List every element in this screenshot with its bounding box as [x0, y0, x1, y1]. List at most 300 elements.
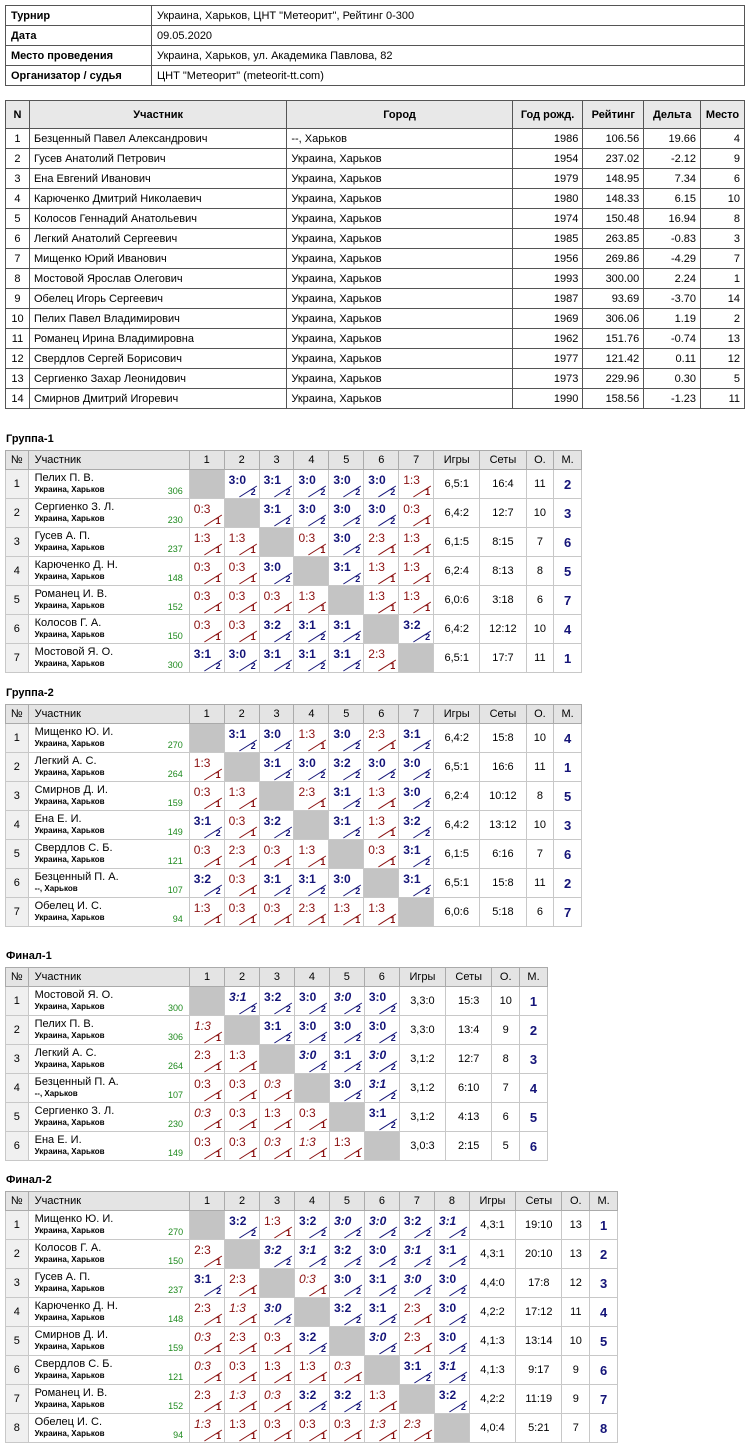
table-cell: 2.24 [644, 269, 701, 289]
match-score[interactable]: 3:1 2 [399, 869, 434, 898]
match-score[interactable]: 3:2 2 [295, 1211, 330, 1240]
place-value: 6 [554, 840, 582, 869]
match-score[interactable]: 0:3 1 [224, 811, 259, 840]
match-score[interactable]: 1:3 1 [259, 1103, 294, 1132]
player-name: Карюченко Д. Н. [34, 559, 118, 571]
player-cell [28, 1103, 189, 1132]
match-score[interactable]: 0:3 1 [260, 1414, 295, 1443]
player-number: 3 [6, 1045, 29, 1074]
match-score[interactable]: 3:2 2 [259, 811, 294, 840]
player-row [6, 1356, 618, 1385]
player-city: Украина, Харьков [34, 1147, 105, 1156]
match-score[interactable]: 3:0 2 [364, 753, 399, 782]
match-score[interactable]: 1:3 1 [225, 1385, 260, 1414]
match-score[interactable]: 3:0 2 [364, 1045, 399, 1074]
match-score[interactable]: 3:0 2 [294, 470, 329, 499]
match-score[interactable]: 3:0 2 [434, 1269, 469, 1298]
match-score[interactable]: 0:3 1 [189, 499, 224, 528]
match-score[interactable]: 0:3 1 [260, 1385, 295, 1414]
player-name: Романец И. В. [34, 1387, 108, 1399]
match-score[interactable]: 3:0 2 [364, 1211, 399, 1240]
column-header: М. [554, 451, 582, 470]
match-score[interactable]: 0:3 1 [364, 840, 399, 869]
match-score[interactable]: 1:3 1 [364, 782, 399, 811]
match-score[interactable]: 3:0 2 [364, 1327, 399, 1356]
player-name: Свердлов С. Б. [34, 1358, 113, 1370]
player-cell [28, 811, 189, 840]
match-score[interactable]: 3:1 2 [364, 1103, 399, 1132]
table-cell: 1987 [512, 289, 583, 309]
player-number: 1 [6, 470, 29, 499]
player-city: Украина, Харьков [34, 485, 105, 494]
match-score[interactable]: 0:3 1 [225, 1074, 260, 1103]
player-city: Украина, Харьков [34, 1226, 105, 1235]
table-cell: Гусев Анатолий Петрович [29, 149, 286, 169]
sets-value: 19:10 [516, 1211, 562, 1240]
column-header: 6 [364, 1192, 399, 1211]
match-score[interactable]: 3:0 2 [329, 987, 364, 1016]
match-score[interactable]: 1:3 1 [364, 1414, 399, 1443]
column-header: Игры [434, 705, 480, 724]
match-score[interactable]: 3:0 2 [399, 1269, 434, 1298]
match-score[interactable]: 0:3 1 [329, 1414, 364, 1443]
match-score[interactable]: 2:3 1 [190, 1385, 225, 1414]
self-cell [190, 1211, 225, 1240]
column-header: 5 [329, 968, 364, 987]
player-rating: 150 [168, 1256, 184, 1266]
match-score[interactable]: 3:1 2 [399, 724, 434, 753]
match-score[interactable]: 2:3 1 [190, 1240, 225, 1269]
match-score[interactable]: 3:1 2 [294, 869, 329, 898]
player-number: 7 [6, 898, 29, 927]
table-cell: 1962 [512, 329, 583, 349]
match-score[interactable]: 1:3 1 [225, 1298, 260, 1327]
match-score[interactable]: 1:3 1 [399, 586, 434, 615]
match-score[interactable]: 3:1 2 [259, 499, 294, 528]
match-score[interactable]: 1:3 1 [189, 528, 224, 557]
player-number: 3 [6, 528, 29, 557]
player-cell [28, 470, 189, 499]
match-score[interactable]: 1:3 1 [294, 586, 329, 615]
player-city: Украина, Харьков [34, 797, 105, 806]
match-score[interactable]: 3:2 2 [225, 1211, 260, 1240]
player-city: Украина, Харьков [34, 514, 105, 523]
match-score[interactable]: 3:0 2 [259, 724, 294, 753]
match-score[interactable]: 3:1 2 [259, 869, 294, 898]
table-cell: 269.86 [583, 249, 644, 269]
player-rating: 94 [173, 1430, 184, 1440]
match-score[interactable]: 0:3 1 [259, 840, 294, 869]
player-city: Украина, Харьков [34, 855, 105, 864]
match-score[interactable]: 0:3 1 [294, 528, 329, 557]
match-score[interactable]: 3:1 2 [294, 615, 329, 644]
self-cell [259, 1045, 294, 1074]
self-cell [399, 1385, 434, 1414]
match-score[interactable]: 2:3 1 [399, 1327, 434, 1356]
sets-value: 2:15 [446, 1132, 492, 1161]
match-score[interactable]: 0:3 1 [259, 1074, 294, 1103]
match-score[interactable]: 3:1 2 [190, 1269, 225, 1298]
player-cell [28, 1240, 189, 1269]
match-score[interactable]: 0:3 1 [224, 615, 259, 644]
match-score[interactable]: 1:3 1 [189, 898, 224, 927]
match-score[interactable]: 3:1 2 [329, 557, 364, 586]
match-score[interactable]: 3:2 2 [295, 1327, 330, 1356]
match-score[interactable]: 1:3 1 [260, 1211, 295, 1240]
player-rating: 237 [168, 1285, 184, 1295]
column-header: 5 [329, 451, 364, 470]
games-value: 3,3:0 [399, 1016, 445, 1045]
place-value: 2 [590, 1240, 618, 1269]
points-value: 11 [526, 753, 554, 782]
player-cell [28, 1385, 189, 1414]
match-score[interactable]: 3:0 2 [399, 782, 434, 811]
player-cell [28, 586, 189, 615]
match-score[interactable]: 2:3 1 [225, 1269, 260, 1298]
table-cell: -0.74 [644, 329, 701, 349]
player-number: 5 [6, 1103, 29, 1132]
match-score[interactable]: 3:1 2 [329, 1045, 364, 1074]
table-cell: 1977 [512, 349, 583, 369]
match-score[interactable]: 3:0 2 [364, 1016, 399, 1045]
match-score[interactable]: 3:0 2 [364, 1240, 399, 1269]
match-score[interactable]: 3:0 2 [329, 1269, 364, 1298]
match-score[interactable]: 1:3 1 [189, 753, 224, 782]
match-score[interactable]: 0:3 1 [259, 1132, 294, 1161]
column-header: 4 [294, 451, 329, 470]
self-cell [189, 724, 224, 753]
player-cell [28, 1327, 189, 1356]
match-score[interactable]: 1:3 1 [364, 898, 399, 927]
self-cell [364, 1132, 399, 1161]
player-rating: 230 [167, 515, 183, 525]
player-rating: 300 [168, 1003, 184, 1013]
match-score[interactable]: 0:3 1 [224, 586, 259, 615]
table-cell: Украина, Харьков [287, 149, 512, 169]
games-value: 6,2:4 [434, 782, 480, 811]
match-score[interactable]: 3:0 2 [329, 724, 364, 753]
match-score[interactable]: 0:3 1 [189, 557, 224, 586]
group-title: Финал-2 [6, 1174, 52, 1186]
match-score[interactable]: 3:0 2 [364, 470, 399, 499]
match-score[interactable]: 0:3 1 [225, 1103, 260, 1132]
match-score[interactable]: 3:1 2 [329, 644, 364, 673]
match-score[interactable]: 3:0 2 [329, 1074, 364, 1103]
match-score[interactable]: 0:3 1 [189, 840, 224, 869]
match-score[interactable]: 1:3 1 [225, 1045, 260, 1074]
match-score[interactable]: 3:2 2 [295, 1385, 330, 1414]
match-score[interactable]: 3:2 2 [259, 615, 294, 644]
match-score[interactable]: 2:3 1 [364, 644, 399, 673]
match-score[interactable]: 0:3 1 [190, 1074, 225, 1103]
match-score[interactable]: 3:1 2 [295, 1240, 330, 1269]
match-score[interactable]: 3:0 2 [434, 1327, 469, 1356]
column-header: № [6, 705, 29, 724]
match-score[interactable]: 3:1 2 [189, 644, 224, 673]
table-cell: 237.02 [583, 149, 644, 169]
match-score[interactable]: 3:0 2 [434, 1298, 469, 1327]
match-score[interactable]: 0:3 1 [260, 1327, 295, 1356]
match-score[interactable]: 1:3 1 [399, 557, 434, 586]
match-score[interactable]: 1:3 1 [224, 528, 259, 557]
match-score[interactable]: 0:3 1 [225, 1356, 260, 1385]
match-score[interactable]: 1:3 1 [294, 724, 329, 753]
place-value: 6 [554, 528, 582, 557]
player-name: Безценный П. А. [34, 1076, 119, 1088]
match-score[interactable]: 1:3 1 [364, 557, 399, 586]
points-value: 8 [526, 782, 554, 811]
table-cell: 1974 [512, 209, 583, 229]
table-cell: 1980 [512, 189, 583, 209]
match-score[interactable]: 3:0 2 [329, 1016, 364, 1045]
match-score[interactable]: 0:3 1 [259, 586, 294, 615]
games-value: 3,1:2 [399, 1103, 445, 1132]
match-score[interactable]: 1:3 1 [329, 898, 364, 927]
match-score[interactable]: 0:3 1 [190, 1356, 225, 1385]
match-score[interactable]: 3:1 2 [434, 1240, 469, 1269]
match-score[interactable]: 3:2 2 [399, 811, 434, 840]
match-score[interactable]: 3:2 2 [329, 1240, 364, 1269]
player-city: Украина, Харьков [34, 1313, 105, 1322]
player-cell [28, 557, 189, 586]
match-score[interactable]: 1:3 1 [364, 586, 399, 615]
match-score[interactable]: 3:0 2 [259, 557, 294, 586]
match-score[interactable]: 3:1 2 [329, 811, 364, 840]
column-header: 6 [364, 968, 399, 987]
match-score[interactable]: 3:0 2 [294, 987, 329, 1016]
player-name: Свердлов С. Б. [34, 842, 113, 854]
match-score[interactable]: 0:3 1 [224, 898, 259, 927]
points-value: 7 [562, 1414, 590, 1443]
table-cell: Романец Ирина Владимировна [29, 329, 286, 349]
table-cell: 2 [701, 309, 745, 329]
match-score[interactable]: 0:3 1 [399, 499, 434, 528]
column-header: Сеты [480, 451, 526, 470]
match-score[interactable]: 0:3 1 [294, 1103, 329, 1132]
match-score[interactable]: 3:1 2 [259, 470, 294, 499]
table-row [6, 189, 745, 209]
match-score[interactable]: 0:3 1 [329, 1356, 364, 1385]
table-row [6, 149, 745, 169]
column-header: Участник [28, 1192, 189, 1211]
games-value: 6,5:1 [434, 869, 480, 898]
match-score[interactable]: 3:0 2 [329, 528, 364, 557]
match-score[interactable]: 1:3 1 [224, 782, 259, 811]
player-city: Украина, Харьков [34, 1400, 105, 1409]
match-score[interactable]: 3:1 2 [399, 1356, 434, 1385]
match-score[interactable]: 3:1 2 [364, 1269, 399, 1298]
match-score[interactable]: 3:0 2 [364, 987, 399, 1016]
match-score[interactable]: 2:3 1 [224, 840, 259, 869]
self-cell [259, 528, 294, 557]
player-rating: 306 [168, 1032, 184, 1042]
match-score[interactable]: 1:3 1 [190, 1414, 225, 1443]
player-row [6, 644, 582, 673]
self-cell [225, 1016, 260, 1045]
match-score[interactable]: 0:3 1 [190, 1327, 225, 1356]
match-score[interactable]: 3:1 2 [364, 1298, 399, 1327]
player-number: 1 [6, 1211, 29, 1240]
match-score[interactable]: 3:1 2 [434, 1211, 469, 1240]
match-score[interactable]: 3:2 2 [329, 1298, 364, 1327]
place-value: 2 [520, 1016, 548, 1045]
match-score[interactable]: 3:2 2 [399, 1211, 434, 1240]
match-score[interactable]: 3:1 2 [329, 615, 364, 644]
player-name: Обелец И. С. [34, 1416, 103, 1428]
column-header: О. [492, 968, 520, 987]
table-row [6, 329, 745, 349]
table-cell: 6 [701, 169, 745, 189]
match-score[interactable]: 3:1 2 [225, 987, 260, 1016]
player-row [6, 753, 582, 782]
self-cell [259, 782, 294, 811]
player-city: Украина, Харьков [34, 913, 105, 922]
match-score[interactable]: 0:3 1 [190, 1132, 225, 1161]
table-cell: 0.11 [644, 349, 701, 369]
table-cell: -1.23 [644, 389, 701, 409]
match-score[interactable]: 3:1 2 [364, 1074, 399, 1103]
player-rating: 107 [168, 1090, 184, 1100]
sets-value: 12:7 [480, 499, 526, 528]
match-score[interactable]: 1:3 1 [260, 1356, 295, 1385]
match-score[interactable]: 3:0 2 [294, 1016, 329, 1045]
match-score[interactable]: 3:1 2 [224, 724, 259, 753]
match-score[interactable]: 2:3 1 [294, 898, 329, 927]
table-cell: Украина, Харьков [287, 309, 512, 329]
column-header: 3 [259, 968, 294, 987]
player-number: 6 [6, 615, 29, 644]
match-score[interactable]: 3:2 2 [260, 1240, 295, 1269]
table-cell: 1954 [512, 149, 583, 169]
games-value: 3,3:0 [399, 987, 445, 1016]
table-cell: 3 [6, 169, 30, 189]
table-cell: -4.29 [644, 249, 701, 269]
match-score[interactable]: 3:1 2 [259, 1016, 294, 1045]
column-header: О. [562, 1192, 590, 1211]
match-score[interactable]: 3:0 2 [399, 753, 434, 782]
match-score[interactable]: 2:3 1 [399, 1298, 434, 1327]
table-cell: 150.48 [583, 209, 644, 229]
match-score[interactable]: 2:3 1 [190, 1298, 225, 1327]
match-score[interactable]: 1:3 1 [190, 1016, 225, 1045]
points-value: 9 [562, 1385, 590, 1414]
column-header: О. [526, 451, 554, 470]
table-cell: Украина, Харьков [287, 209, 512, 229]
player-rating: 150 [167, 631, 183, 641]
match-score[interactable]: 3:1 2 [329, 782, 364, 811]
match-score[interactable]: 0:3 1 [295, 1414, 330, 1443]
match-score[interactable]: 3:0 2 [294, 1045, 329, 1074]
match-score[interactable]: 0:3 1 [190, 1103, 225, 1132]
match-score[interactable]: 1:3 1 [364, 811, 399, 840]
match-score[interactable]: 3:1 2 [434, 1356, 469, 1385]
match-score[interactable]: 1:3 1 [399, 528, 434, 557]
match-score[interactable]: 0:3 1 [189, 586, 224, 615]
games-value: 4,4:0 [469, 1269, 515, 1298]
table-cell: 6.15 [644, 189, 701, 209]
sets-value: 8:13 [480, 557, 526, 586]
match-score[interactable]: 3:0 2 [364, 499, 399, 528]
match-score[interactable]: 3:0 2 [329, 869, 364, 898]
column-header: N [6, 101, 30, 129]
games-value: 6,4:2 [434, 499, 480, 528]
match-score[interactable]: 3:0 2 [294, 499, 329, 528]
match-score[interactable]: 3:1 2 [259, 753, 294, 782]
match-score[interactable]: 1:3 1 [399, 470, 434, 499]
table-cell: 8 [6, 269, 30, 289]
points-value: 7 [526, 528, 554, 557]
player-number: 2 [6, 753, 29, 782]
self-cell [224, 753, 259, 782]
match-score[interactable]: 0:3 1 [259, 898, 294, 927]
match-score[interactable]: 0:3 1 [295, 1269, 330, 1298]
match-score[interactable]: 0:3 1 [224, 869, 259, 898]
match-score[interactable]: 3:2 2 [329, 1385, 364, 1414]
match-score[interactable]: 3:2 2 [329, 753, 364, 782]
match-score[interactable]: 3:2 2 [189, 869, 224, 898]
match-score[interactable]: 1:3 1 [329, 1132, 364, 1161]
match-score[interactable]: 3:1 2 [294, 644, 329, 673]
match-score[interactable]: 3:2 2 [259, 987, 294, 1016]
match-score[interactable]: 3:1 2 [399, 1240, 434, 1269]
match-score[interactable]: 3:0 2 [329, 499, 364, 528]
match-score[interactable]: 1:3 1 [295, 1356, 330, 1385]
match-score[interactable]: 1:3 1 [364, 1385, 399, 1414]
match-score[interactable]: 1:3 1 [294, 1132, 329, 1161]
player-row [6, 1211, 618, 1240]
match-score[interactable]: 2:3 1 [364, 528, 399, 557]
match-score[interactable]: 2:3 1 [294, 782, 329, 811]
match-score[interactable]: 0:3 1 [189, 615, 224, 644]
match-score[interactable]: 3:0 2 [294, 753, 329, 782]
match-score[interactable]: 3:1 2 [189, 811, 224, 840]
player-rating: 159 [168, 1343, 184, 1353]
match-score[interactable]: 2:3 1 [399, 1414, 434, 1443]
match-score[interactable]: 1:3 1 [294, 840, 329, 869]
match-score[interactable]: 2:3 1 [190, 1045, 225, 1074]
player-cell [28, 1356, 189, 1385]
column-header: 3 [259, 705, 294, 724]
self-cell [329, 586, 364, 615]
match-score[interactable]: 2:3 1 [225, 1327, 260, 1356]
match-score[interactable]: 0:3 1 [225, 1132, 260, 1161]
match-score[interactable]: 3:1 2 [399, 840, 434, 869]
match-score[interactable]: 2:3 1 [364, 724, 399, 753]
match-score[interactable]: 3:0 2 [224, 644, 259, 673]
table-cell: 8 [701, 209, 745, 229]
place-value: 2 [554, 470, 582, 499]
place-value: 3 [590, 1269, 618, 1298]
match-score[interactable]: 3:2 2 [434, 1385, 469, 1414]
match-score[interactable]: 3:0 2 [224, 470, 259, 499]
match-score[interactable]: 3:1 2 [259, 644, 294, 673]
match-score[interactable]: 3:0 2 [260, 1298, 295, 1327]
match-score[interactable]: 1:3 1 [225, 1414, 260, 1443]
points-value: 10 [526, 615, 554, 644]
table-row [6, 229, 745, 249]
place-value: 6 [590, 1356, 618, 1385]
column-header: 7 [399, 705, 434, 724]
match-score[interactable]: 3:2 2 [399, 615, 434, 644]
match-score[interactable]: 3:0 2 [329, 1211, 364, 1240]
place-value: 5 [554, 557, 582, 586]
match-score[interactable]: 0:3 1 [224, 557, 259, 586]
player-rating: 148 [167, 573, 183, 583]
games-value: 4,2:2 [469, 1385, 515, 1414]
match-score[interactable]: 3:0 2 [329, 470, 364, 499]
match-score[interactable]: 0:3 1 [189, 782, 224, 811]
games-value: 6,4:2 [434, 724, 480, 753]
